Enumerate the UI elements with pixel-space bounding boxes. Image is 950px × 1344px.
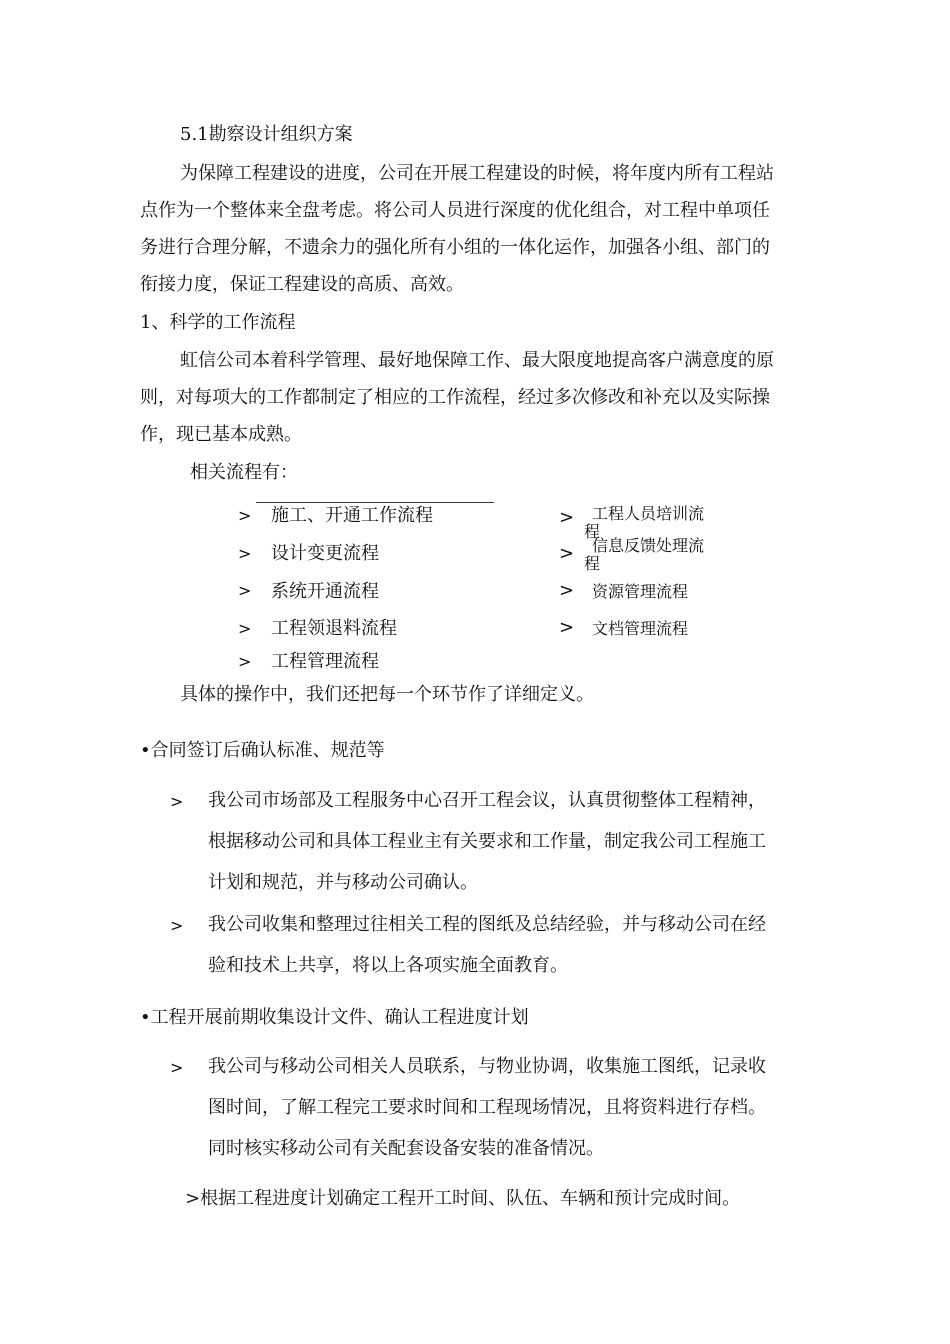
arrow-bullet-icon: > (170, 916, 184, 935)
section-title: 5.1勘察设计组织方案 (180, 124, 353, 145)
flow-item: 工程领退料流程 (271, 618, 397, 639)
intro-line: 为保障工程建设的进度，公司在开展工程建设的时候，将年度内所有工程站 (180, 163, 774, 184)
flow-item: 工程人员培训流程 (584, 505, 704, 541)
intro-line: 点作为一个整体来全盘考虑。将公司人员进行深度的优化组合，对工程中单项任 (140, 200, 770, 221)
bullet-item-line: 我公司收集和整理过往相关工程的图纸及总结经验，并与移动公司在经 (208, 914, 766, 935)
arrow-bullet-icon: > (238, 544, 252, 563)
bullet-item-line: 计划和规范，并与移动公司确认。 (208, 872, 478, 893)
flow-item: 文档管理流程 (592, 619, 689, 638)
arrow-bullet-icon: > (559, 543, 575, 564)
workflow-body-line: 虹信公司本着科学管理、最好地保障工作、最大限度地提高客户满意度的原 (180, 350, 774, 371)
workflow-heading: 1、科学的工作流程 (140, 312, 296, 333)
bullet-item-line: 根据移动公司和具体工程业主有关要求和工作量，制定我公司工程施工 (208, 831, 766, 852)
arrow-bullet-icon: > (559, 617, 575, 638)
workflow-body-line: 作，现已基本成熟。 (140, 424, 302, 445)
arrow-bullet-icon: > (238, 581, 252, 600)
bullet-item-line: 同时核实移动公司有关配套设备安装的准备情况。 (208, 1138, 604, 1159)
flow-item: 系统开通流程 (271, 581, 379, 602)
workflow-body (140, 342, 774, 453)
bullet-item (208, 1046, 818, 1169)
intro-line: 务进行合理分解，不遗余力的强化所有小组的一体化运作，加强各小组、部门的 (140, 237, 770, 258)
bullet-heading: •工程开展前期收集设计文件、确认工程进度计划 (140, 1007, 529, 1028)
flow-item: 施工、开通工作流程 (271, 505, 433, 526)
arrow-bullet-icon: > (238, 619, 252, 638)
workflow-body-line: 则，对每项大的工作都制定了相应的工作流程，经过多次修改和补充以及实际操 (140, 387, 770, 408)
bullet-item-line: 我公司与移动公司相关人员联系，与物业协调，收集施工图纸，记录收 (208, 1056, 766, 1077)
related-flows-label: 相关流程有： (190, 462, 298, 483)
workflow-closing: 具体的操作中，我们还把每一个环节作了详细定义。 (180, 684, 594, 705)
bullet-item-line: 图时间，了解工程完工要求时间和工程现场情况，且将资料进行存档。 (208, 1097, 766, 1118)
flow-item: 工程管理流程 (271, 651, 379, 672)
bullet-item-line: 我公司市场部及工程服务中心召开工程会议，认真贯彻整体工程精神， (208, 790, 766, 811)
arrow-bullet-icon: > (559, 580, 575, 601)
arrow-bullet-icon: > (238, 652, 252, 671)
intro-line: 衔接力度，保证工程建设的高质、高效。 (140, 274, 464, 295)
arrow-bullet-icon: > (559, 507, 575, 528)
bullet-item-line: 验和技术上共享，将以上各项实施全面教育。 (208, 955, 568, 976)
final-line: >根据工程进度计划确定工程开工时间、队伍、车辆和预计完成时间。 (185, 1188, 741, 1209)
bullet-item (208, 780, 818, 903)
arrow-bullet-icon: > (170, 1058, 184, 1077)
flow-item: 设计变更流程 (271, 543, 379, 564)
bullet-heading: •合同签订后确认标准、规范等 (140, 740, 385, 761)
arrow-bullet-icon: > (238, 506, 252, 525)
divider-line (256, 502, 494, 503)
bullet-item (208, 904, 818, 986)
arrow-bullet-icon: > (170, 792, 184, 811)
flow-item: 信息反馈处理流程 (584, 537, 704, 573)
intro-paragraph (140, 155, 774, 303)
flow-item: 资源管理流程 (592, 582, 689, 601)
